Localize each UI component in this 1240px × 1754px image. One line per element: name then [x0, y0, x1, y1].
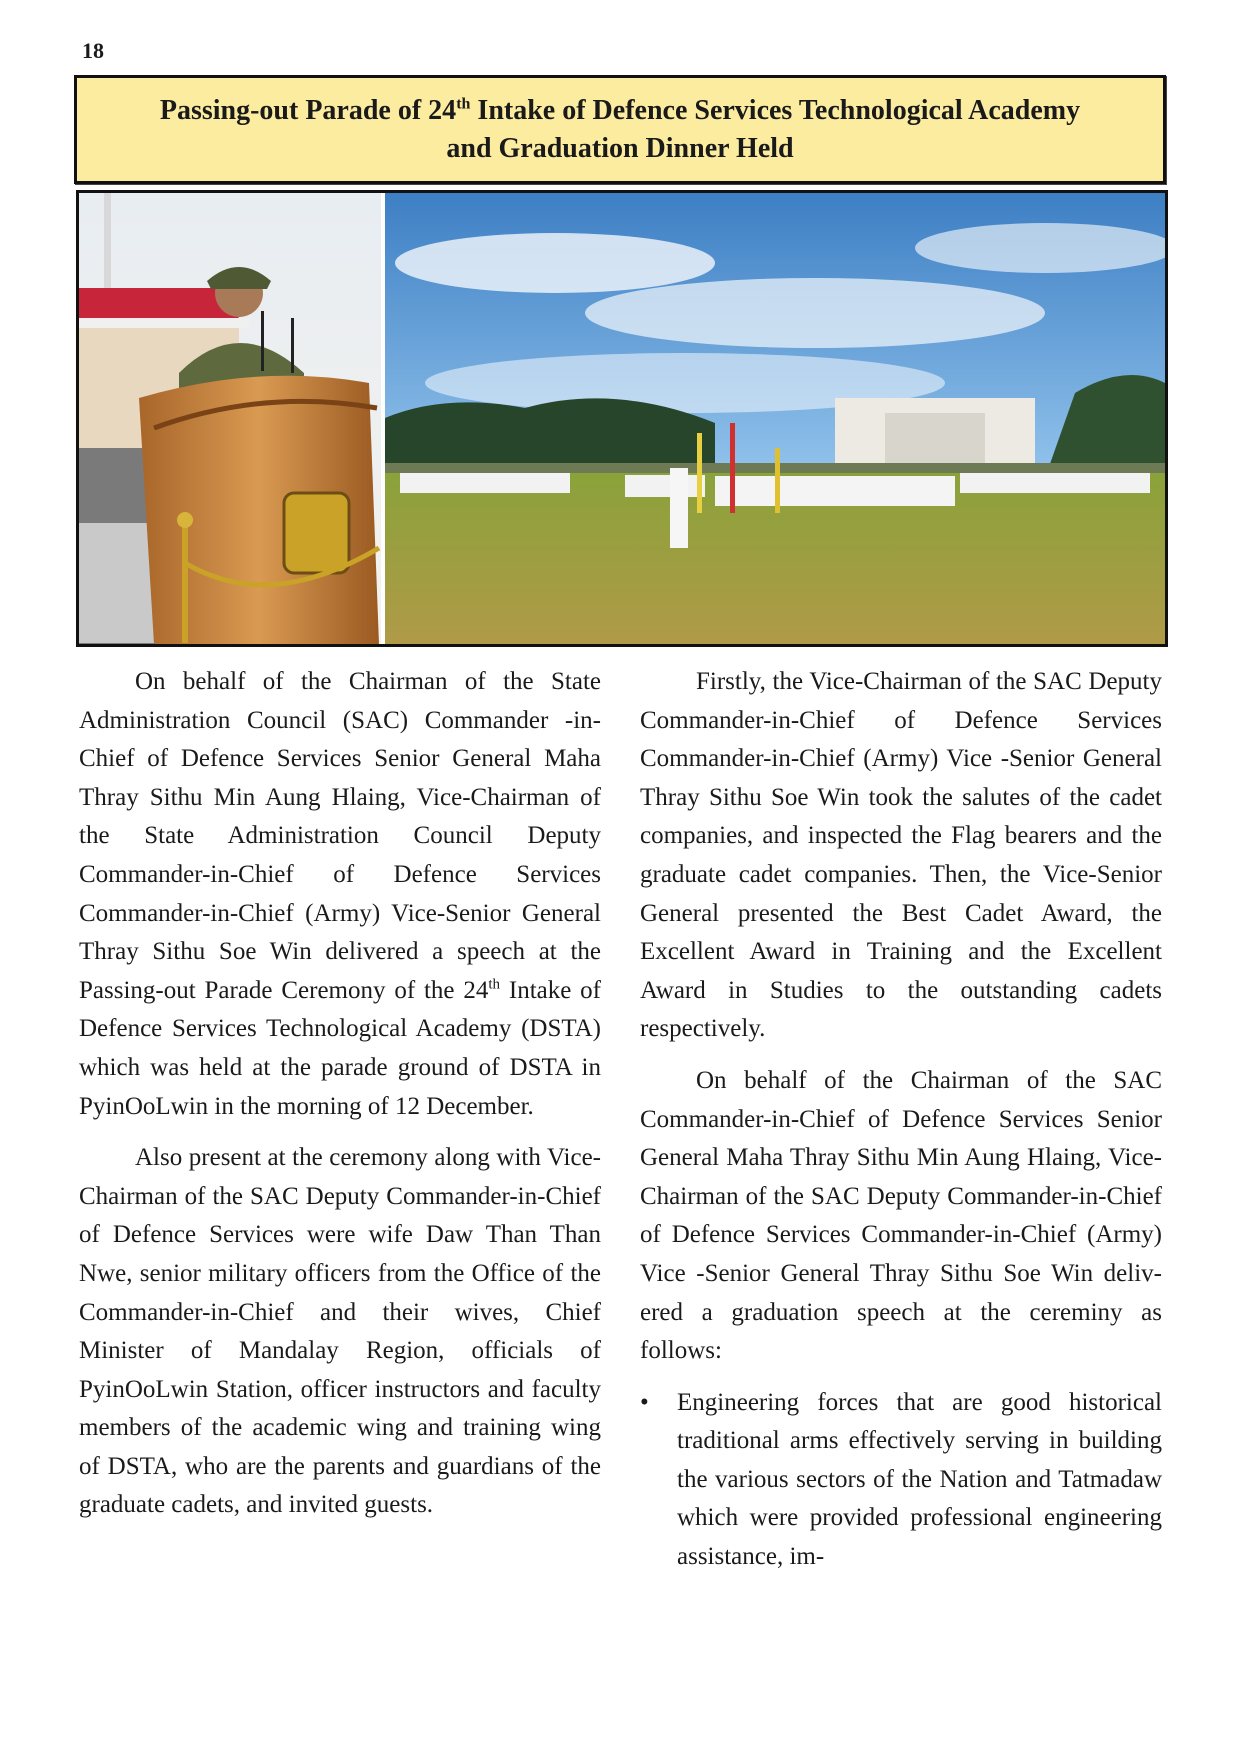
- paragraph: On behalf of the Chairman of the SAC Commander-in-Chief of Defence Services Senior General Maha Thray Sithu Min Aung Hlaing, Vice-Chairman of the SAC Deputy Commander-in-Chief of Defence Services Commander-in-Chief (Army) Vice -Senior General Thray Sithu Soe Win delivered a graduation speech at the cereminy as follows:: [640, 1066, 1162, 1365]
- bullet-text: Engineering forces that are good historical traditional arms effectively serving in building the various sectors of the Nation and Tatmadaw which were provided professional engineering assistance, im-: [677, 1388, 1162, 1571]
- title-text-part: Intake of Defence Services Technological Academy: [470, 94, 1081, 126]
- page-number: 18: [82, 38, 104, 63]
- paragraph-text: On behalf of the Chairman of the State Administration Council (SAC) Commander -in-Chief of Defence Services Senior General Maha Thray Sithu Min Aung Hlaing, Vice-Chairman of the State Administration Council Deputy Commander-in-Chief of Defence Services Commander-in-Chief (Army) Vice-Senior General Thray Sithu Soe Win delivered a speech at the Passing-out Parade Ceremony of the 24: [79, 668, 601, 1004]
- ordinal-suffix: th: [488, 976, 501, 993]
- parade-ground-photo: [385, 193, 1165, 644]
- paragraph-text: Intake of Defence Services Technological Academy (DSTA) which was held at the parade ground of DSTA in PyinOoLwin in the morning of 12 December.: [79, 976, 602, 1120]
- article-column-right: [640, 663, 1162, 1577]
- bullet-icon: •: [640, 1388, 649, 1416]
- title-text-part: Passing-out Parade of 24: [159, 94, 457, 126]
- article-title-banner: [74, 75, 1166, 184]
- photo-banner: [76, 190, 1168, 647]
- article-title-line-2: and Graduation Dinner Held: [446, 132, 794, 164]
- article-title-line-1: [160, 92, 1080, 130]
- paragraph: Also present at the ceremony along with Vice-Chairman of the SAC Deputy Commander-in-Chief of Defence Services were wife Daw Than Than Nwe, senior military officers from the Office of the Commander-in-Chief and their wives, Chief Minister of Mandalay Region, officials of PyinOoLwin Station, officer instructors and faculty members of the academic wing and training wing of DSTA, who are the parents and guardians of the graduate cadets, and invited guests.: [79, 1144, 601, 1519]
- bullet-list: [640, 1384, 1162, 1577]
- title-ordinal-suffix: th: [456, 95, 471, 113]
- bullet-item: [640, 1384, 1162, 1577]
- speaker-at-podium-photo: [79, 193, 381, 644]
- paragraph: Firstly, the Vice-Chairman of the SAC Deputy Commander-in-Chief of Defence Services Commander-in-Chief (Army) Vice -Senior General Thray Sithu Soe Win took the salutes of the cadet companies, and inspected the Flag bearers and the graduate cadet companies. Then, the Vice-Senior General presented the Best Cadet Award, the Excellent Award in Training and the Excellent Award in Studies to the outstanding cadets respectively.: [640, 668, 1162, 1043]
- paragraph: [79, 663, 601, 1126]
- article-column-left: [79, 663, 601, 1538]
